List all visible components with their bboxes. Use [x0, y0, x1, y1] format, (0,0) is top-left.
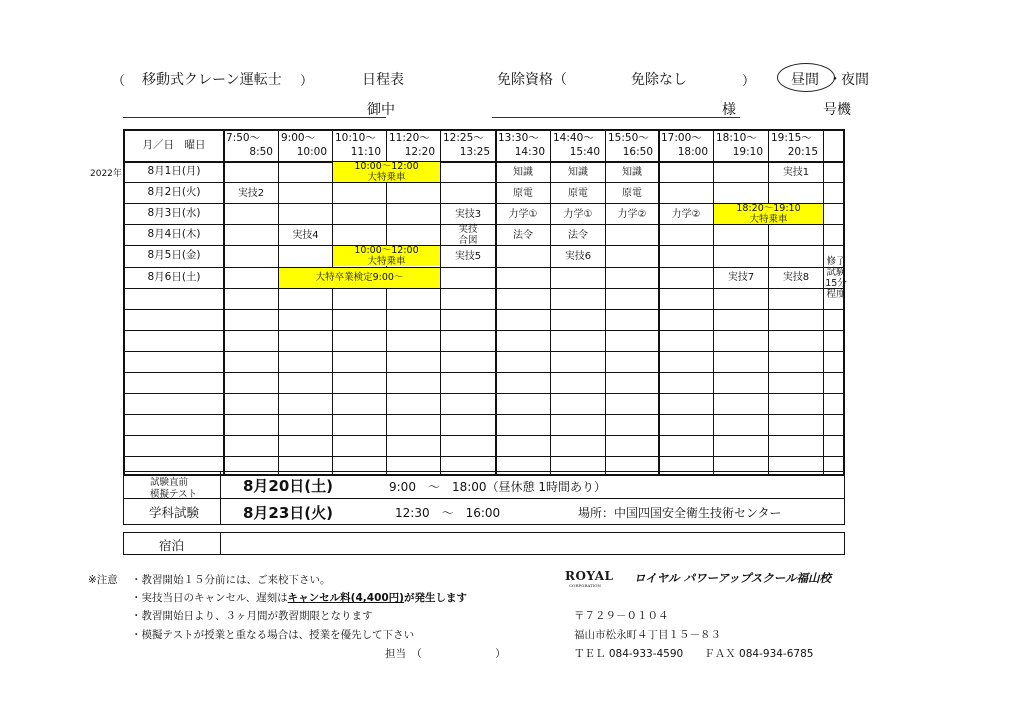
session-cell — [606, 183, 658, 203]
royal-logo-sub: CORPORATION — [569, 583, 602, 588]
session-text: 実技5 — [454, 250, 482, 262]
session-cell — [279, 225, 332, 245]
session-text-2: 大特乗車 — [749, 214, 788, 226]
unit-label: 号機 — [823, 102, 851, 118]
note-2-post: が発生します — [403, 592, 467, 604]
night-option: 夜間 — [841, 72, 869, 88]
row-date: 8月4日(木) — [147, 228, 201, 241]
paren-close: ） — [300, 74, 314, 89]
school-name: ロイヤル パワーアップスクール福山校 — [634, 571, 831, 585]
session-cell — [496, 204, 550, 224]
caution-label: ※注意 — [88, 574, 118, 586]
note-2-pre: ・実技当日のキャンセル、遅刻は — [131, 592, 288, 604]
honorific: 様 — [722, 102, 736, 118]
note-1: ・教習開始１５分前には、ご来校下さい。 — [131, 574, 331, 586]
row-divider — [125, 330, 843, 331]
written-time: 12:30 ～ 16:00 — [395, 506, 501, 520]
row-divider — [125, 372, 843, 373]
exam-venue: 場所：中国四国安全衛生技術センター — [578, 506, 782, 520]
session-text: 実技6 — [564, 250, 592, 262]
session-text: 力学① — [563, 208, 593, 220]
session-text: 実技2 — [237, 187, 265, 199]
highlighted-session — [714, 204, 823, 224]
session-text: 力学② — [617, 208, 647, 220]
time-slot-end: 19:10 — [732, 146, 763, 158]
time-slot-end: 14:30 — [514, 146, 545, 158]
note-2 — [131, 590, 467, 605]
mock-time: 9:00 ～ 18:00（昼休憩 1時間あり） — [389, 480, 606, 494]
session-cell — [551, 225, 605, 245]
lodging-box — [123, 532, 845, 555]
mock-label-2: 模擬テスト — [150, 489, 198, 500]
license-value: 免除なし — [631, 72, 687, 88]
time-slot-end: 16:50 — [622, 146, 653, 158]
note-3: ・教習開始日より、３ヶ月間が教習期限となります — [131, 610, 373, 622]
time-slot-end: 12:20 — [404, 146, 435, 158]
row-divider — [125, 309, 843, 310]
time-slot-end: 11:10 — [350, 146, 381, 158]
written-date: 8月23日(火) — [243, 504, 334, 522]
recipient-suffix: 御中 — [367, 102, 395, 118]
row-divider — [125, 456, 843, 457]
mock-date: 8月20日(土) — [243, 477, 334, 495]
year-label: 2022年 — [90, 169, 122, 179]
schedule-table — [123, 129, 845, 476]
time-slot-start: 10:10～ — [335, 132, 376, 144]
highlighted-session — [333, 162, 440, 182]
separator: ・ — [828, 72, 842, 88]
row-divider — [125, 351, 843, 352]
row-date: 8月6日(土) — [147, 270, 201, 283]
school-address: 福山市松永町４丁目１５－８３ — [574, 629, 721, 641]
session-cell — [224, 183, 278, 203]
row-divider — [125, 414, 843, 415]
session-text: 実技1 — [782, 166, 810, 178]
session-text: 修了試験 — [826, 255, 846, 278]
session-text: 知識 — [622, 166, 642, 178]
session-text: 実技 — [458, 224, 478, 236]
row-divider — [125, 435, 843, 436]
mock-label-1: 試験直前 — [150, 477, 189, 488]
session-text-2: 大特乗車 — [367, 172, 406, 184]
time-slot-end: 18:00 — [677, 146, 708, 158]
row-date: 8月5日(金) — [147, 249, 201, 262]
time-slot-start: 7:50～ — [226, 132, 261, 144]
session-cell — [551, 183, 605, 203]
session-text: 実技3 — [454, 208, 482, 220]
row-date: 8月3日(水) — [147, 207, 201, 220]
row-divider — [125, 393, 843, 394]
lodging-label-divider — [220, 532, 221, 555]
school-tel-fax: ＴＥＬ 084-933-4590 ＦＡＸ 084-934-6785 — [574, 648, 814, 660]
session-cell — [496, 225, 550, 245]
session-text: 知識 — [568, 166, 588, 178]
session-cell — [441, 225, 495, 245]
session-cell — [769, 268, 823, 288]
session-text: 10:00～12:00 — [354, 245, 419, 257]
schedule-title: 日程表 — [362, 72, 404, 88]
time-slot-end: 13:25 — [459, 146, 490, 158]
row-divider — [125, 288, 843, 289]
session-text: 10:00～12:00 — [354, 161, 419, 173]
license-label: 免除資格（ — [497, 72, 567, 88]
trainee-name-line — [492, 117, 740, 118]
time-slot-end: 10:00 — [296, 146, 327, 158]
session-text-2: 合図 — [458, 235, 478, 247]
company-name-line — [123, 117, 386, 118]
session-cell — [606, 162, 658, 182]
session-cell — [441, 204, 495, 224]
staff-field: 担当 （ ） — [385, 648, 506, 660]
time-slot-start: 15:50～ — [608, 132, 649, 144]
time-slot-end: 20:15 — [787, 146, 818, 158]
time-slot-start: 11:20～ — [389, 132, 430, 144]
session-text: 実技7 — [727, 272, 755, 284]
session-cell — [441, 246, 495, 266]
session-text: 知識 — [513, 166, 533, 178]
session-text: 18:20～19:10 — [736, 203, 801, 215]
session-text: 力学② — [671, 208, 701, 220]
school-postal: 〒７２９－０１０４ — [574, 610, 669, 622]
time-slot-start: 17:00～ — [661, 132, 702, 144]
row-date: 8月2日(火) — [147, 186, 201, 199]
session-text-2: 大特乗車 — [367, 256, 406, 268]
session-cell — [659, 204, 713, 224]
time-slot-start: 18:10～ — [716, 132, 757, 144]
session-cell — [769, 162, 823, 182]
session-text: 原電 — [513, 187, 533, 199]
row-divider — [125, 161, 843, 163]
time-slot-start: 9:00～ — [281, 132, 316, 144]
session-text: 実技8 — [782, 272, 810, 284]
session-text: 法令 — [568, 229, 588, 241]
time-slot-start: 19:15～ — [771, 132, 812, 144]
time-slot-end: 8:50 — [249, 146, 273, 158]
note-4: ・模擬テストが授業と重なる場合は、授業を優先して下さい — [131, 629, 415, 641]
highlighted-session — [333, 246, 440, 266]
session-cell — [496, 162, 550, 182]
time-slot-start: 12:25～ — [443, 132, 484, 144]
session-cell — [496, 183, 550, 203]
row-date: 8月1日(月) — [147, 165, 201, 177]
session-text: 力学① — [508, 208, 538, 220]
session-cell — [714, 268, 768, 288]
date-column-header: 月／日 曜日 — [142, 139, 206, 151]
session-cell — [551, 162, 605, 182]
exam-label-divider — [220, 471, 221, 525]
course-name: 移動式クレーン運転士 — [142, 72, 282, 88]
session-text: 実技4 — [292, 229, 319, 241]
time-slot-end: 15:40 — [569, 146, 600, 158]
day-option: 昼間 — [791, 72, 819, 88]
lodging-label: 宿泊 — [159, 538, 185, 553]
session-cell — [551, 246, 605, 266]
session-text: 原電 — [622, 187, 642, 199]
license-close: ） — [742, 74, 756, 89]
cancel-fee: キャンセル料(4,400円) — [287, 592, 404, 604]
time-slot-start: 14:40～ — [553, 132, 594, 144]
time-slot-start: 13:30～ — [498, 132, 539, 144]
session-text-2: 15分程度 — [825, 277, 847, 300]
session-text: 原電 — [568, 187, 588, 199]
session-cell — [551, 204, 605, 224]
exam-divider — [123, 498, 845, 499]
exam-info — [123, 471, 845, 555]
royal-logo: ROYAL — [565, 569, 614, 583]
session-cell — [606, 204, 658, 224]
session-cell — [824, 255, 847, 300]
session-text: 大特卒業検定9:00～ — [315, 272, 404, 284]
highlighted-session — [279, 268, 440, 288]
session-text: 法令 — [513, 229, 533, 241]
paren-open: （ — [112, 74, 126, 89]
written-label: 学科試験 — [149, 505, 200, 520]
